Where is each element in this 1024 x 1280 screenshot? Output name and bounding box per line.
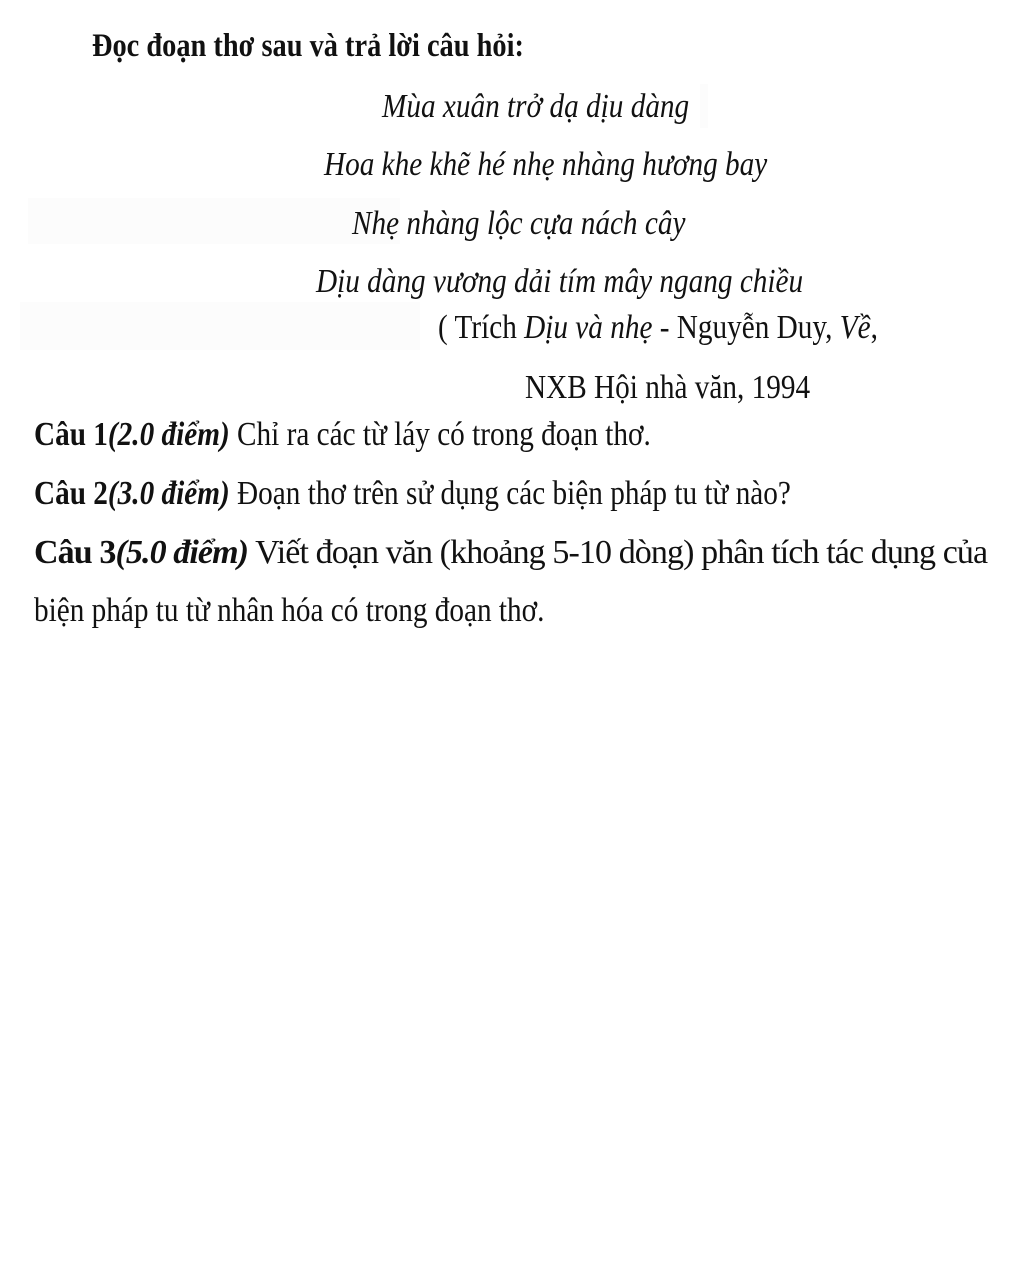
- question-3-text: Viết đoạn văn (khoảng 5-10 dòng) phân tích tác dụng của: [248, 534, 988, 571]
- question-3: [34, 534, 988, 571]
- source-collection: Về: [839, 309, 871, 346]
- source-publisher: NXB Hội nhà văn, 1994: [525, 369, 811, 406]
- question-2-text: Đoạn thơ trên sử dụng các biện pháp tu từ nào?: [229, 475, 791, 512]
- question-1-label: Câu 1: [34, 416, 108, 453]
- question-3-continuation: biện pháp tu từ nhân hóa có trong đoạn thơ.: [34, 592, 545, 629]
- source-citation: [438, 311, 878, 345]
- question-3-points: (5.0 điểm): [115, 534, 249, 571]
- question-1: [34, 418, 651, 452]
- question-3-label: Câu 3: [34, 534, 116, 571]
- question-2-points: (3.0 điểm): [107, 475, 230, 512]
- poem-line-3: Nhẹ nhàng lộc cựa nách cây: [352, 205, 686, 242]
- instruction-heading: Đọc đoạn thơ sau và trả lời câu hỏi:: [92, 28, 524, 64]
- poem-line-4: Dịu dàng vương dải tím mây ngang chiều: [316, 263, 804, 300]
- source-suffix: ,: [870, 309, 878, 346]
- scan-artifact: [700, 84, 708, 128]
- poem-line-2: Hoa khe khẽ hé nhẹ nhàng hương bay: [324, 146, 768, 183]
- question-2-label: Câu 2: [34, 475, 108, 512]
- scan-artifact: [20, 302, 420, 350]
- question-1-text: Chỉ ra các từ láy có trong đoạn thơ.: [229, 416, 651, 453]
- source-author: - Nguyễn Duy,: [652, 309, 840, 346]
- question-2: [34, 477, 791, 511]
- scan-artifact: [28, 198, 400, 244]
- question-1-points: (2.0 điểm): [107, 416, 230, 453]
- source-title: Dịu và nhẹ: [524, 309, 653, 346]
- poem-line-1: Mùa xuân trở dạ dịu dàng: [382, 88, 690, 125]
- source-prefix: ( Trích: [438, 309, 525, 346]
